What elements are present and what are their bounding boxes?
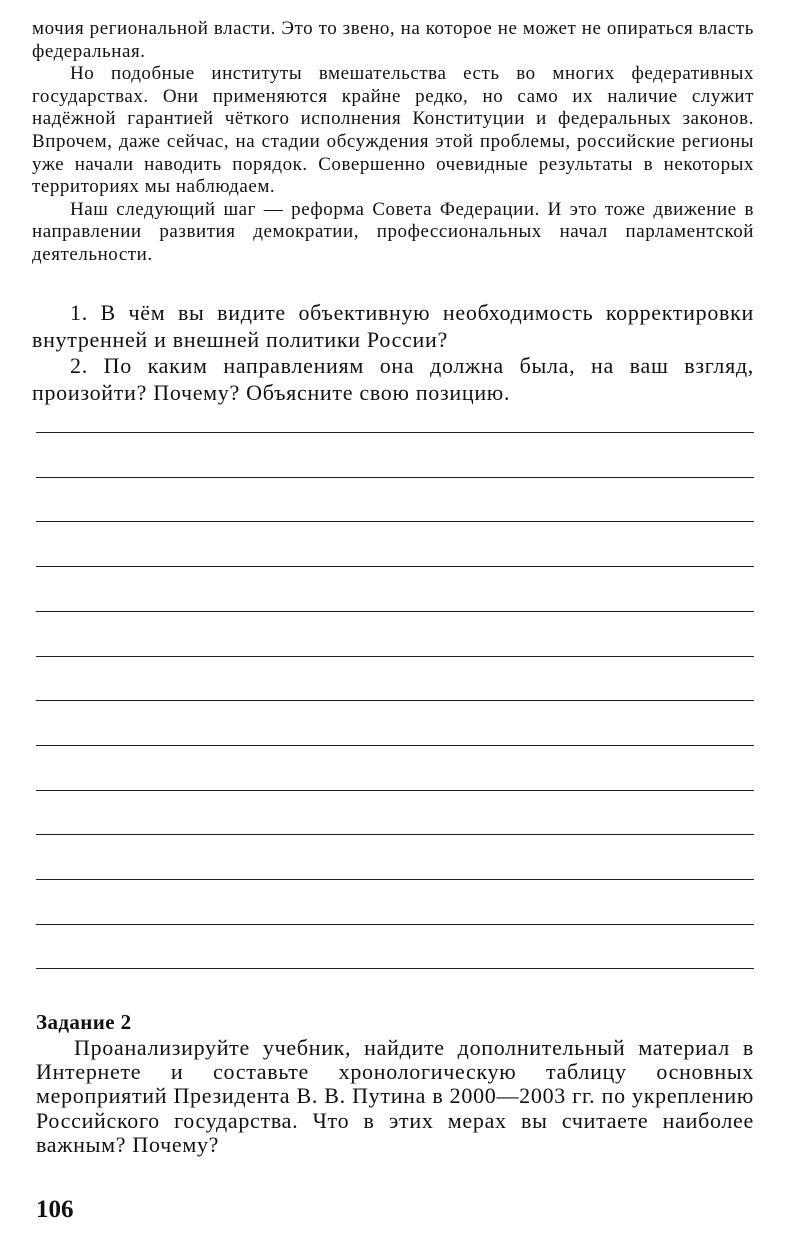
page-number: 106 bbox=[36, 1196, 74, 1223]
answer-line[interactable] bbox=[36, 968, 754, 969]
answer-line[interactable] bbox=[36, 879, 754, 880]
answer-line[interactable] bbox=[36, 924, 754, 925]
answer-line[interactable] bbox=[36, 790, 754, 791]
answer-line[interactable] bbox=[36, 611, 754, 612]
answer-line[interactable] bbox=[36, 432, 754, 433]
answer-line[interactable] bbox=[36, 521, 754, 522]
task-text bbox=[36, 1036, 754, 1157]
question-2: 2. По каким направлениям она должна была, на ваш взгляд, произойти? Почему? Объясните свою позицию. bbox=[32, 353, 754, 405]
quote-paragraph: мочия региональной власти. Это то звено, на которое не может не опираться власть федеральная. bbox=[32, 18, 754, 62]
question-1: 1. В чём вы видите объективную необходимость корректировки внутренней и внешней политики России? bbox=[32, 300, 754, 352]
answer-line[interactable] bbox=[36, 656, 754, 657]
answer-line[interactable] bbox=[36, 834, 754, 835]
answer-line[interactable] bbox=[36, 566, 754, 567]
answer-line[interactable] bbox=[36, 477, 754, 478]
questions-list bbox=[32, 300, 754, 406]
task-title: Задание 2 bbox=[36, 1010, 132, 1034]
quote-paragraph: Наш следующий шаг — реформа Совета Федерации. И это тоже движение в направлении развития демократии, профессиональных начал парламентской деятельности. bbox=[32, 198, 754, 265]
answer-line[interactable] bbox=[36, 700, 754, 701]
quoted-text bbox=[32, 18, 754, 267]
task-paragraph: Проанализируйте учебник, найдите дополнительный материал в Интернете и составьте хронологическую таблицу основных мероприятий Президента В. В. Путина в 2000—2003 гг. по укреплению Российского государства. Что в этих мерах вы считаете наиболее важным? Почему? bbox=[36, 1035, 754, 1157]
quote-paragraph: Но подобные институты вмешательства есть во многих федеративных государствах. Они применяются крайне редко, но само их наличие служит надёжной гарантией чёткого исполнения Конституции и федеральных законов. Впрочем, даже сейчас, на стадии обсуждения этой проблемы, российские регионы уже начали наводить порядок. Совершенно очевидные результаты в некоторых территориях мы наблюдаем. bbox=[32, 63, 754, 198]
answer-line[interactable] bbox=[36, 745, 754, 746]
